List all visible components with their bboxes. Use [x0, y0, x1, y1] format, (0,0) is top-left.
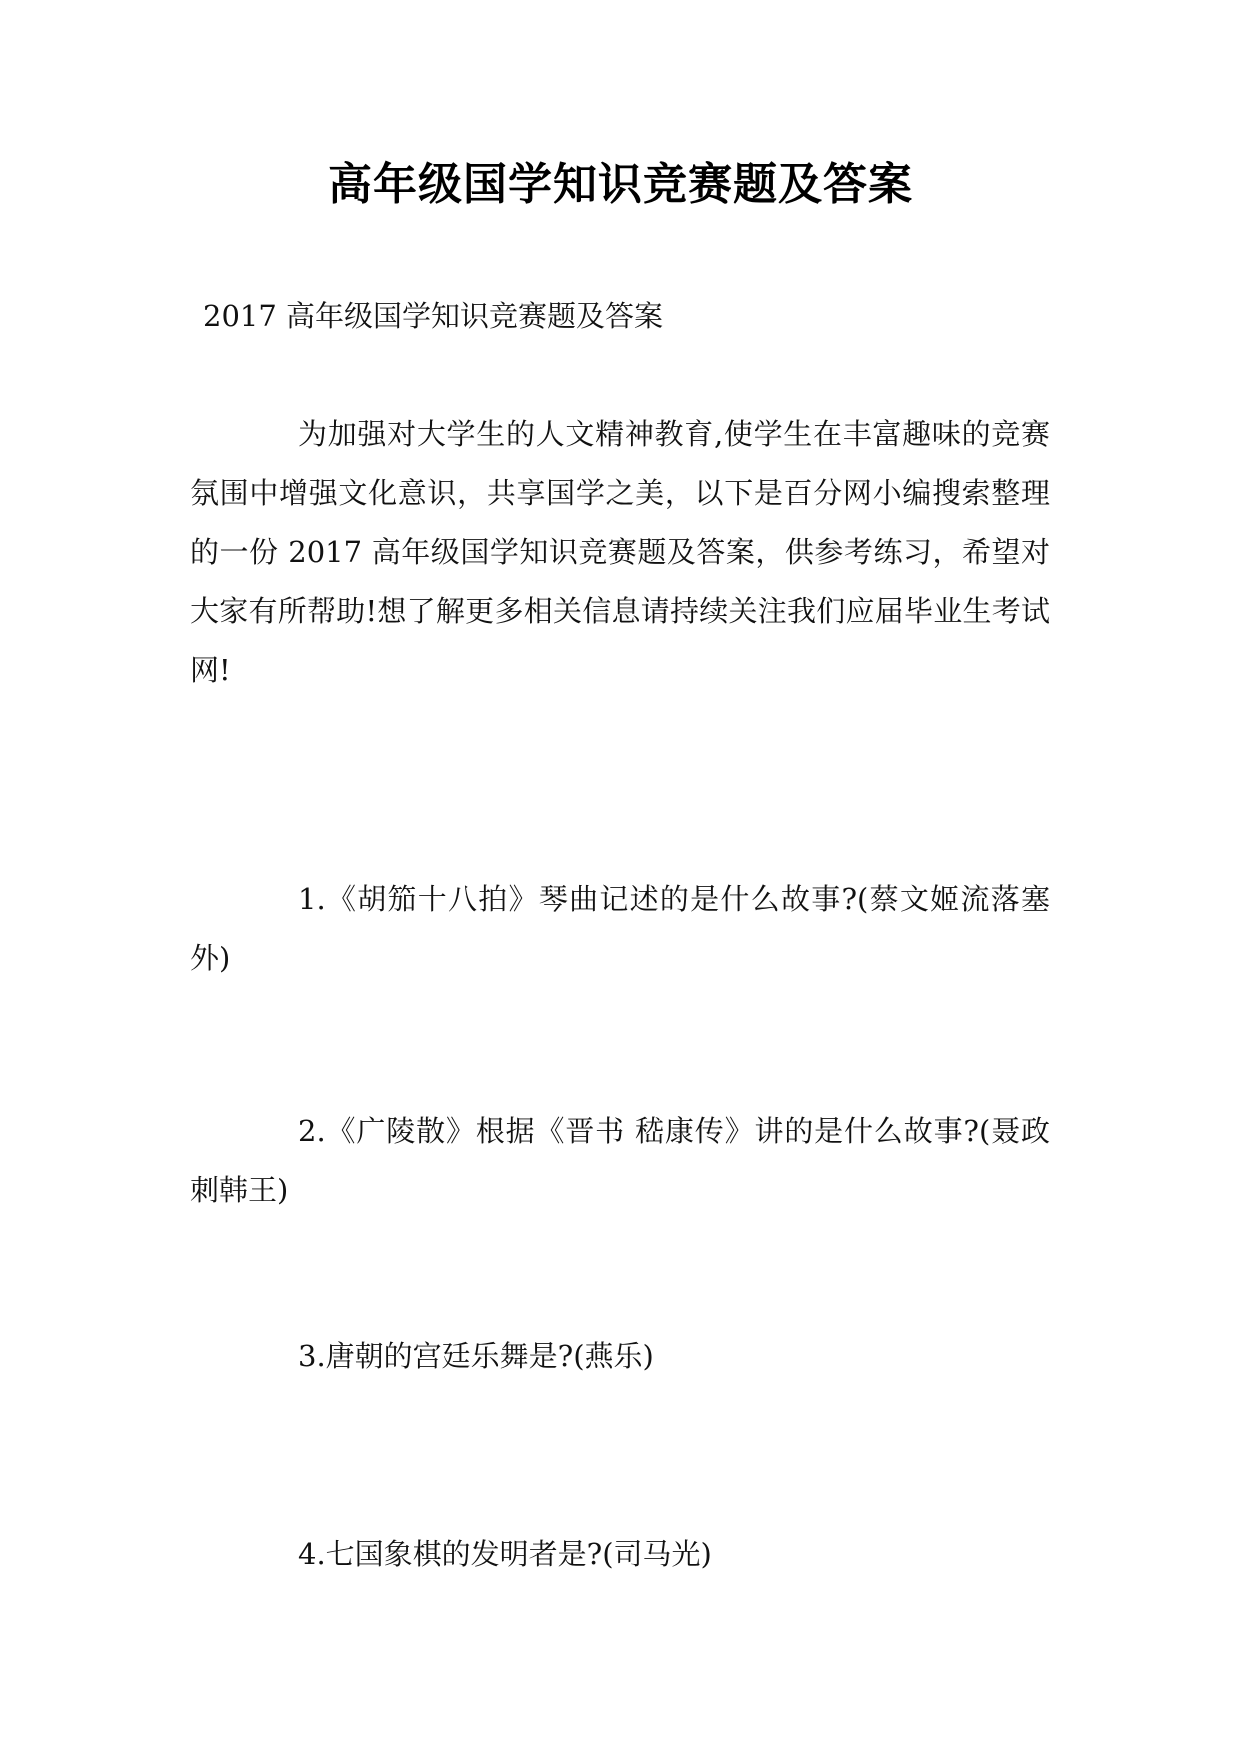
document-subtitle: 2017 高年级国学知识竞赛题及答案: [203, 299, 664, 333]
intro-paragraph: 为加强对大学生的人文精神教育,使学生在丰富趣味的竞赛氛围中增强文化意识，共享国学之美，以下是百分网小编搜索整理的一份 2017 高年级国学知识竞赛题及答案，供参考练习，希望对大家有所帮助!想了解更多相关信息请持续关注我们应届毕业生考试网!: [190, 417, 1050, 687]
question-2: 2.《广陵散》根据《晋书 嵇康传》讲的是什么故事?(聂政刺韩王): [190, 1114, 1050, 1207]
question-4: 4.七国象棋的发明者是?(司马光): [298, 1537, 712, 1571]
question-3: 3.唐朝的宫廷乐舞是?(燕乐): [298, 1339, 654, 1373]
question-1: 1.《胡笳十八拍》琴曲记述的是什么故事?(蔡文姬流落塞外): [190, 882, 1050, 975]
document-title: 高年级国学知识竞赛题及答案: [328, 159, 913, 210]
